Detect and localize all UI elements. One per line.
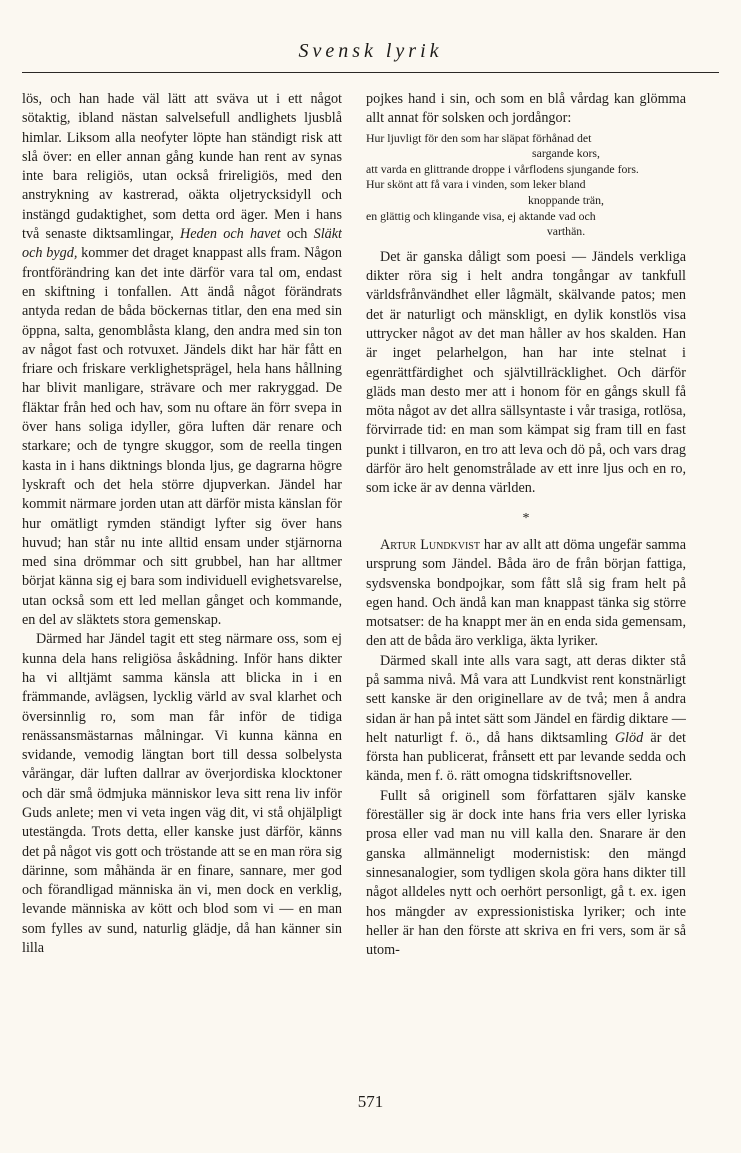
- book-title: Heden och havet: [179, 226, 281, 243]
- paragraph: Det är ganska dåligt som poesi — Jändels verkliga dikter röra sig i helt andra tongångar av tankfull världsfrånvändhet eller lågmält, skälvande patos; men det är naturligt och mänskligt, en dylik konstlös visa uttrycker något av det man håller av hos skalden. Han är inget pelarhelgon, han har inte stelnat i egenrättfärdighet och självtillräcklighet. Och därför gläds man desto mer att i honom för en gångs skull få möta något av det allra sällsyntaste i vår trasiga, rotlösa, förvirrade tid: en man som kämpat sig fram till en fast punkt i tillvaron, en tro att leva och dö på, och vars drag därför äro helt genomstrålade av ett inre ljus och en ro, som icke är av denna världen.: [366, 248, 686, 497]
- poem-line: att varda en glittrande droppe i vårflodens sjungande fors.: [366, 161, 639, 176]
- text-span: har av allt att döma ungefär samma ursprung som Jändel. Båda äro de från början fattiga, sydsvenska bondpojkar, som fått slå sig fram helt på egen hand. Och ändå kan man knappast tänka sig större motsatser: de ha knappt mer än en enda sida gemensam, den att de båda äro verkliga, äkta lyriker.: [366, 536, 686, 650]
- poem-line: varthän.: [546, 224, 586, 239]
- poem-line: Hur skönt att få vara i vinden, som leker bland: [366, 177, 586, 192]
- right-column: [366, 90, 686, 1090]
- paragraph: [366, 536, 686, 652]
- book-title: Släkt och bygd,: [22, 226, 342, 262]
- paragraph: [366, 652, 686, 787]
- text-span: Därmed skall inte alls vara sagt, att deras dikter stå på samma nivå. Må vara att Lundkvist rent konstnärligt sett kanske är den originellare av de två; men å andra sidan är han på intet sätt som Jändel en färdig diktare — helt naturligt f. ö., då hans diktsamling: [366, 652, 686, 746]
- left-column: [22, 90, 342, 1090]
- running-header: [20, 40, 721, 80]
- header-rule: [22, 72, 719, 73]
- paragraph: Fullt så originell som författaren själv kanske föreställer sig är dock inte hans fria vers eller lyriska prosa eller vad man nu vill kalla den. Snarare är den ganska allmänneligt modernistisk: den mängd sinnesanalogier, som tydligen skola göra hans dikter till något alldeles nytt och oerhört personligt, gå t. ex. igen hos mängder av expressionistiska lyriker; och inte heller är han den förste att skriva en fri vers, som är så utom-: [366, 787, 686, 959]
- author-name: Artur Lundkvist: [380, 536, 480, 553]
- page-number: 571: [357, 1092, 384, 1111]
- poem-line: Hur ljuvligt för den som har släpat förhånad det: [366, 130, 592, 145]
- paragraph: [22, 90, 342, 630]
- paragraph: Därmed har Jändel tagit ett steg närmare oss, som ej kunna dela hans religiösa åskådning. Inför hans dikter ha vi alltjämt samma känsla att blicka in i en främmande, avlägsen, lycklig värld av sval klarhet och översinnlig ro, som man får inför de tidiga renässansmästarnas målningar. Vi kunna känna en svidande, vemodig längtan bort till dessa solbelysta vårängar, där luften dallrar av överjordiska klocktoner och där små ödmjuka människor leva sitt rena liv inför Guds anlete; men vi veta ingen väg dit, vi stå ohjälpligt utestängda. Trots detta, eller kanske just därför, känns det på något vis gott och tröstande att se en man röra sig därinne, som måhända är en finare, sannare, mer god och förandligad människa än vi, men dock en verklig, levande människa av kött och blod som vi — en man som fylles av sund, naturlig glädje, då han känner sin lilla: [22, 631, 342, 957]
- poem-quote: [366, 131, 686, 240]
- text-span: är det första han publicerat, frånsett ett par levande sedda och kända, men f. ö. rätt omogna tidskriftsnoveller.: [366, 729, 686, 785]
- poem-line: sargande kors,: [532, 146, 600, 161]
- poem-line: en glättig och klingande visa, ej aktande vad och: [366, 208, 596, 223]
- poem-line: knoppande trän,: [527, 192, 604, 207]
- text-span: lös, och han hade väl lätt att sväva ut i ett något sötaktig, ibland nästan salvelsefull andlighets ljusblå himlar. Liksom alla neofyter löpte han ständigt risk att slå över: en eller annan gång kunde han rent av synas inte bara religiös, utan också frireligiös, med den anstrykning av kastrerad, oäkta oljetrycksidyll och instängd gudaktighet, som detta ord äger. Men i hans två senaste diktsamlingar,: [22, 91, 342, 243]
- section-separator: *: [522, 510, 530, 526]
- text-span: och: [280, 226, 314, 243]
- text-span: kommer det draget knappast alls fram. Någon frontförändring kan det inte därför vara tal om, endast en skiftning i tonfallen. Att ändå något förändrats antyda redan de båda böckernas titlar, den ena med sin öppna, salta, genomblåsta klang, den andra med sin ton av något fast och rotvuxet. Jändels dikt har här fått en friare och friskare verklighetsprägel, hela hans hållning har blivit manligare, strävare och mer rakryggad. De fläktar från hed och hav, som nu oftare än förr svepa in över hans soliga idyller, göra luften där renare och starkare; och de tyngre skuggor, som de reella tingen kasta in i hans diktnings blonda ljus, ge dagrarna högre lyskraft och det hela större djupverkan. Jändel har kommit närmare jorden utan att därför mista känslan för hur omätligt rymden ständigt lyfter sig över hans huvud; han står nu inte alltid ensam under stjärnorna med sina drömmar och sitt grubbel, han har alltmer börjat känna sig ej bara som individuell evighetsvarelse, utan också som ett led mellan gånget och kommande, en del av släktets stora gemenskap.: [22, 245, 342, 629]
- book-title: Glöd: [614, 729, 644, 746]
- page-title: Svensk lyrik: [298, 40, 443, 62]
- paragraph: pojkes hand i sin, och som en blå vårdag kan glömma allt annat för solsken och jordångor:: [366, 91, 686, 127]
